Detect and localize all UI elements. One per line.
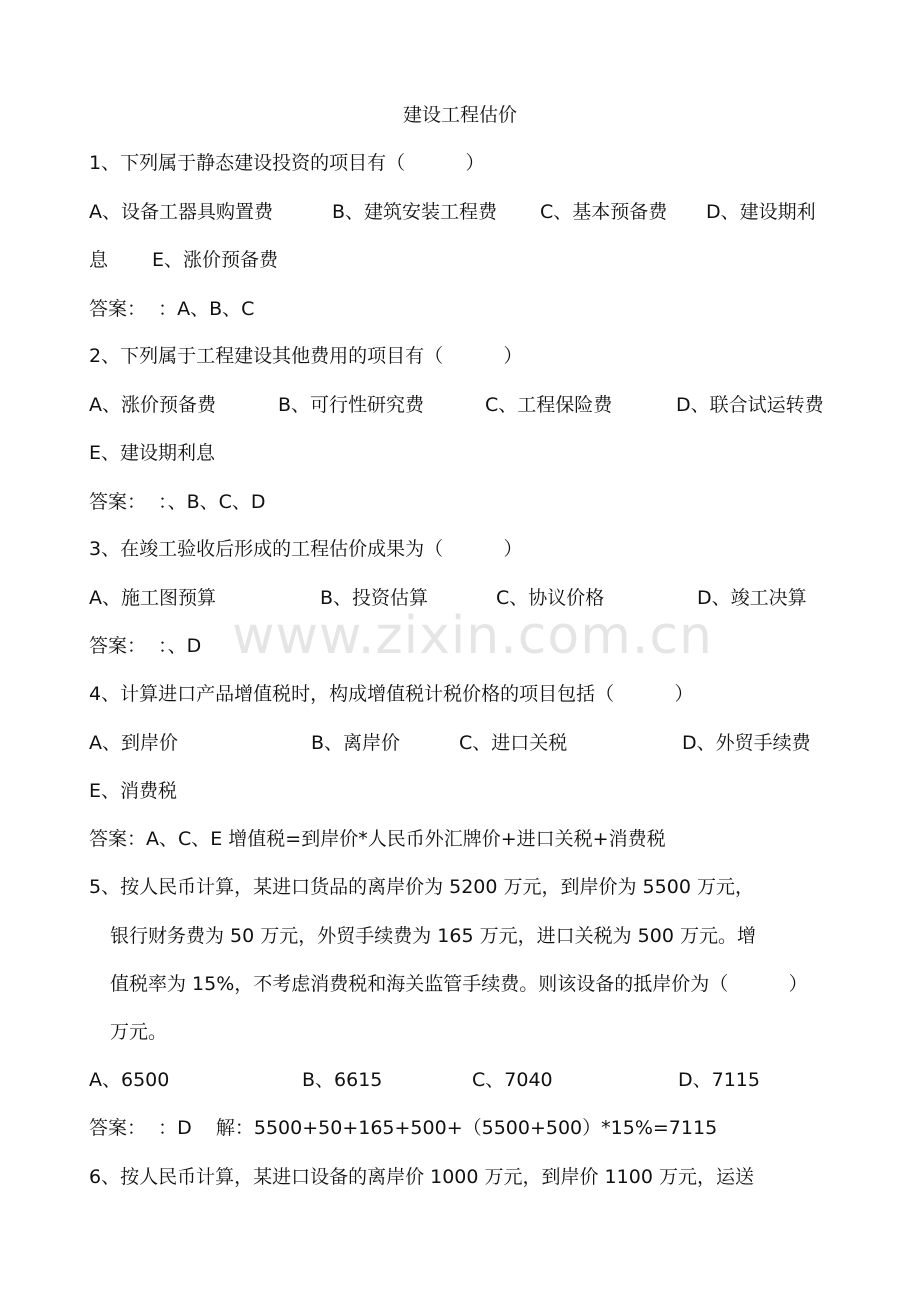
- q1-option-c: C、基本预备费: [540, 201, 668, 223]
- q4-answer: 答案：A、C、E 增值税=到岸价*人民币外汇牌价+进口关税+消费税: [89, 828, 666, 850]
- q1-option-d-continued: 息: [89, 249, 109, 271]
- q2-option-e: E、建设期利息: [89, 442, 216, 464]
- question-2-stem: 2、下列属于工程建设其他费用的项目有（ ）: [89, 345, 523, 367]
- q5-option-b: B、6615: [302, 1069, 383, 1091]
- q2-option-b: B、可行性研究费: [278, 394, 425, 416]
- q4-option-e: E、消费税: [89, 780, 178, 802]
- q3-option-c: C、协议价格: [496, 587, 605, 609]
- question-4-stem: 4、计算进口产品增值税时，构成增值税计税价格的项目包括（ ）: [89, 683, 694, 705]
- q1-option-d: D、建设期利: [706, 201, 816, 223]
- question-6-stem-line-1: 6、按人民币计算，某进口设备的离岸价 1000 万元，到岸价 1100 万元，运送: [89, 1166, 754, 1188]
- question-5-stem-line-3: 值税率为 15%，不考虑消费税和海关监管手续费。则该设备的抵岸价为（ ）: [110, 973, 808, 995]
- q1-option-b: B、建筑安装工程费: [332, 201, 498, 223]
- q1-option-a: A、设备工器具购置费: [89, 201, 273, 223]
- q1-answer: 答案： ：A、B、C: [89, 298, 255, 320]
- q3-option-a: A、施工图预算: [89, 587, 216, 609]
- watermark: www.zixin.com.cn: [232, 606, 713, 666]
- q5-option-c: C、7040: [472, 1069, 553, 1091]
- q2-option-d: D、联合试运转费: [676, 394, 824, 416]
- q3-option-b: B、投资估算: [320, 587, 429, 609]
- q3-option-d: D、竣工决算: [697, 587, 807, 609]
- question-5-stem-line-2: 银行财务费为 50 万元，外贸手续费为 165 万元，进口关税为 500 万元。增: [110, 925, 756, 947]
- document-title: 建设工程估价: [402, 104, 517, 126]
- q5-option-d: D、7115: [678, 1069, 760, 1091]
- q4-option-b: B、离岸价: [311, 732, 401, 754]
- question-5-stem-line-4: 万元。: [110, 1021, 168, 1043]
- q4-option-d: D、外贸手续费: [682, 732, 811, 754]
- q1-option-e: E、涨价预备费: [152, 249, 279, 271]
- q4-option-c: C、进口关税: [459, 732, 568, 754]
- q3-answer: 答案： ：、D: [89, 635, 202, 657]
- q2-option-a: A、涨价预备费: [89, 394, 216, 416]
- question-1-stem: 1、下列属于静态建设投资的项目有（ ）: [89, 152, 485, 174]
- q4-option-a: A、到岸价: [89, 732, 178, 754]
- q2-answer: 答案： ：、B、C、D: [89, 491, 266, 513]
- question-5-stem-line-1: 5、按人民币计算，某进口货品的离岸价为 5200 万元，到岸价为 5500 万元，: [89, 876, 754, 898]
- question-3-stem: 3、在竣工验收后形成的工程估价成果为（ ）: [89, 538, 523, 560]
- q5-answer: 答案： ：D 解：5500+50+165+500+（5500+500）*15%=7115: [89, 1117, 718, 1139]
- q2-option-c: C、工程保险费: [485, 394, 613, 416]
- q5-option-a: A、6500: [89, 1069, 170, 1091]
